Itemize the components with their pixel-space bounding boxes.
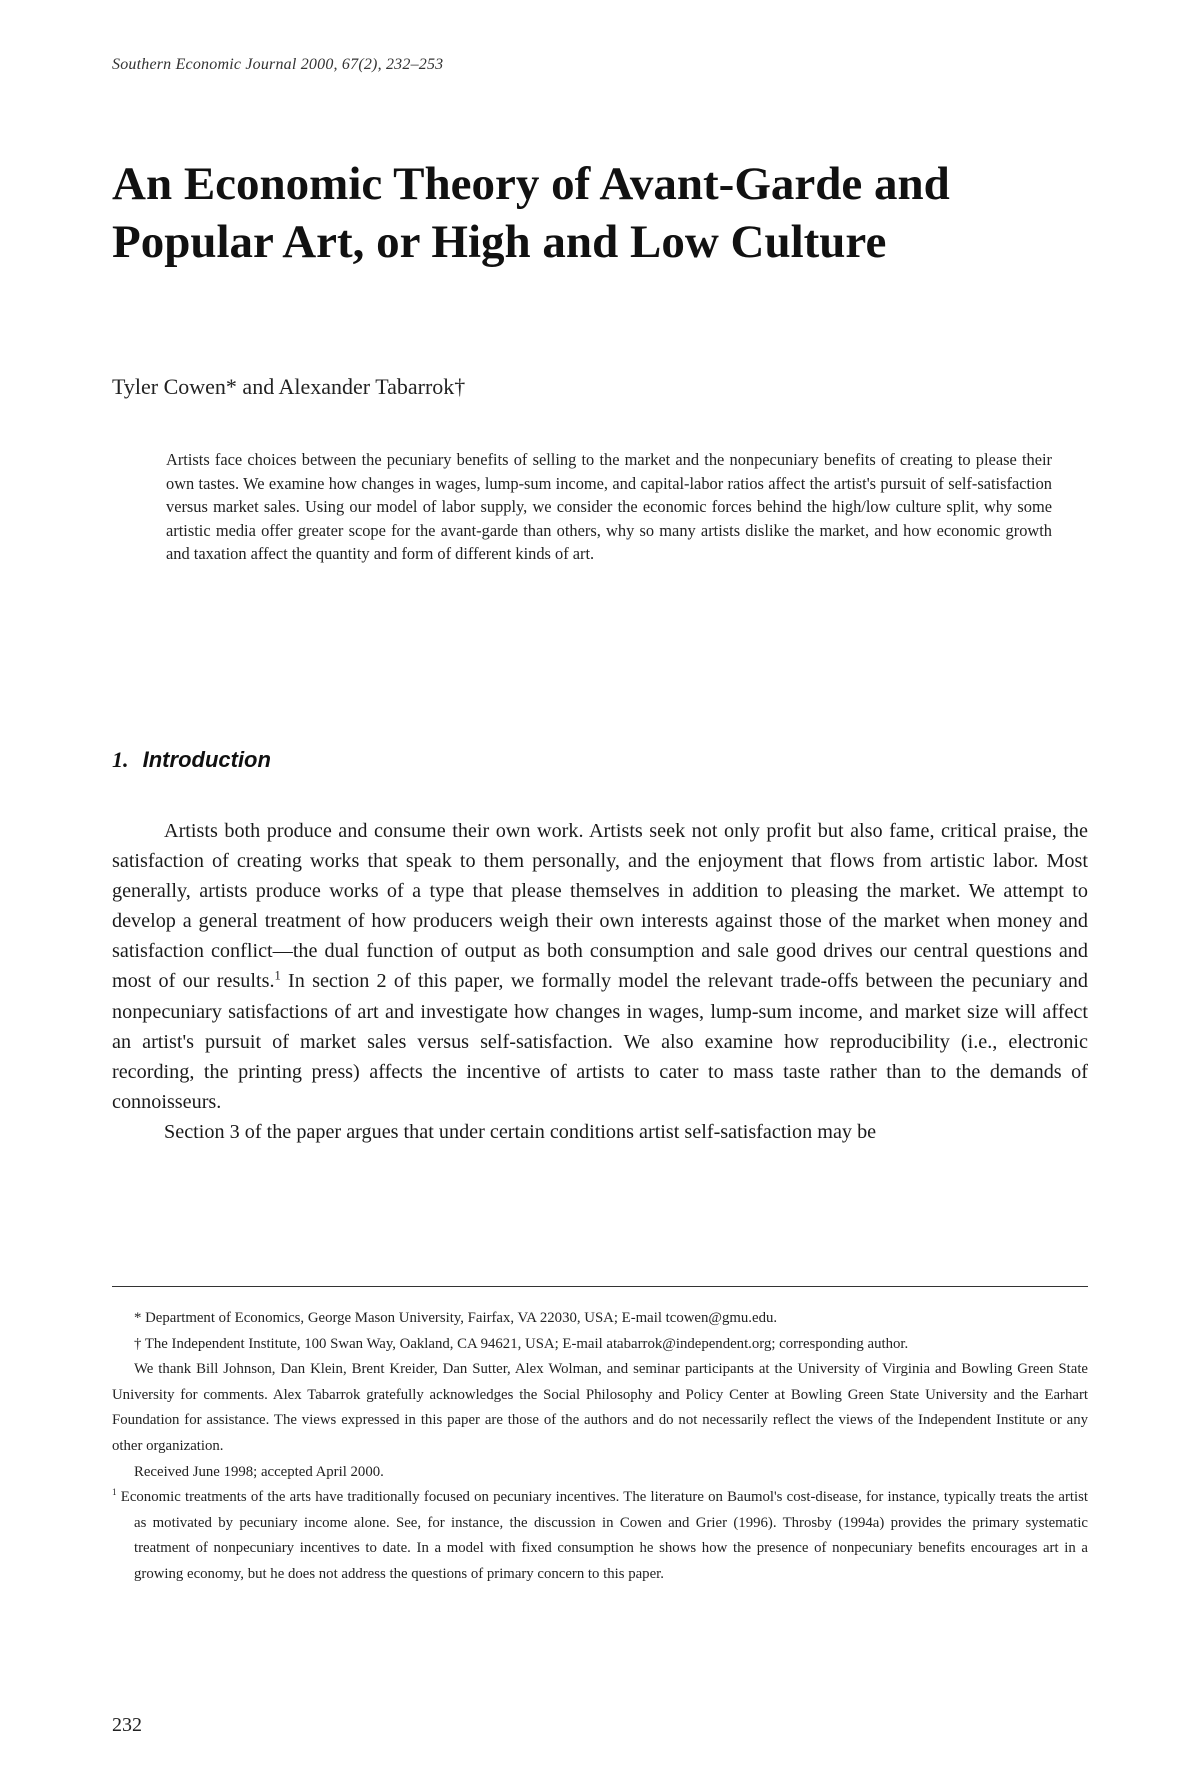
page-number: 232: [112, 1714, 142, 1736]
running-head: Southern Economic Journal 2000, 67(2), 232–253: [112, 56, 444, 73]
footnote-ref-1: 1: [274, 968, 281, 983]
footnote-1-text: Economic treatments of the arts have traditionally focused on pecuniary incentives. The literature on Baumol's cost-disease, for instance, typically treats the artist as motivated by pecuniary income alone. See, for instance, the discussion in Cowen and Grier (1996). Throsby (1994a) provides the primary systematic treatment of nonpecuniary incentives to date. In a model with fixed consumption he shows how the presence of nonpecuniary benefits encourages art in a growing economy, but he does not address the questions of primary concern to this paper.: [116, 1489, 1088, 1582]
section-title: Introduction: [142, 747, 271, 772]
section-heading: [112, 747, 271, 773]
footnotes: [112, 1306, 1088, 1588]
footnote-1: [112, 1485, 1088, 1587]
intro-paragraph-1: [112, 816, 1088, 1117]
footnote-acknowledgments: We thank Bill Johnson, Dan Klein, Brent Kreider, Dan Sutter, Alex Wolman, and seminar participants at the University of Virginia and Bowling Green State University for comments. Alex Tabarrok gratefully acknowledges the Social Philosophy and Policy Center at Bowling Green State University and the Earhart Foundation for assistance. The views expressed in this paper are those of the authors and do not necessarily reflect the views of the Independent Institute or any other organization.: [112, 1361, 1088, 1454]
footnote-1-marker: 1: [112, 1487, 117, 1498]
footnote-author-2: † The Independent Institute, 100 Swan Way, Oakland, CA 94621, USA; E-mail atabarrok@independent.org; corresponding author.: [134, 1335, 909, 1352]
author-line: Tyler Cowen* and Alexander Tabarrok†: [112, 374, 466, 399]
section-number: 1.: [112, 747, 129, 772]
abstract: Artists face choices between the pecuniary benefits of selling to the market and the nonpecuniary benefits of creating to please their own tastes. We examine how changes in wages, lump-sum income, and capital-labor ratios affect the artist's pursuit of self-satisfaction versus market sales. Using our model of labor supply, we consider the economic forces behind the high/low culture split, why some artistic media offer greater scope for the avant-garde than others, why so many artists dislike the market, and how economic growth and taxation affect the quantity and form of different kinds of art.: [166, 450, 1052, 564]
intro-paragraph-2: Section 3 of the paper argues that under certain conditions artist self-satisfaction may be: [164, 1120, 877, 1143]
intro-paragraph-1-text: Artists both produce and consume their own work. Artists seek not only profit but also fame, critical praise, the satisfaction of creating works that speak to them personally, and the enjoyment that flows from artistic labor. Most generally, artists produce works of a type that please themselves in addition to pleasing the market. We attempt to develop a general treatment of how producers weigh their own interests against those of the market when money and satisfaction conflict—the dual function of output as both consumption and sale good drives our central questions and most of our results.: [112, 820, 1088, 993]
footnote-author-1: * Department of Economics, George Mason University, Fairfax, VA 22030, USA; E-mail tcowen@gmu.edu.: [134, 1310, 778, 1326]
footnote-rule: [112, 1286, 1088, 1287]
introduction-body: [112, 816, 1088, 1147]
article-title: An Economic Theory of Avant-Garde and Popular Art, or High and Low Culture: [112, 158, 950, 268]
intro-paragraph-1-continued: In section 2 of this paper, we formally model the relevant trade-offs between the pecuniary and nonpecuniary satisfactions of art and investigate how changes in wages, lump-sum income, and market size will affect an artist's pursuit of market sales versus self-satisfaction. We also examine how reproducibility (i.e., electronic recording, the printing press) affects the incentive of artists to cater to mass taste rather than to the demands of connoisseurs.: [112, 970, 1088, 1113]
footnote-received: Received June 1998; accepted April 2000.: [134, 1463, 384, 1480]
